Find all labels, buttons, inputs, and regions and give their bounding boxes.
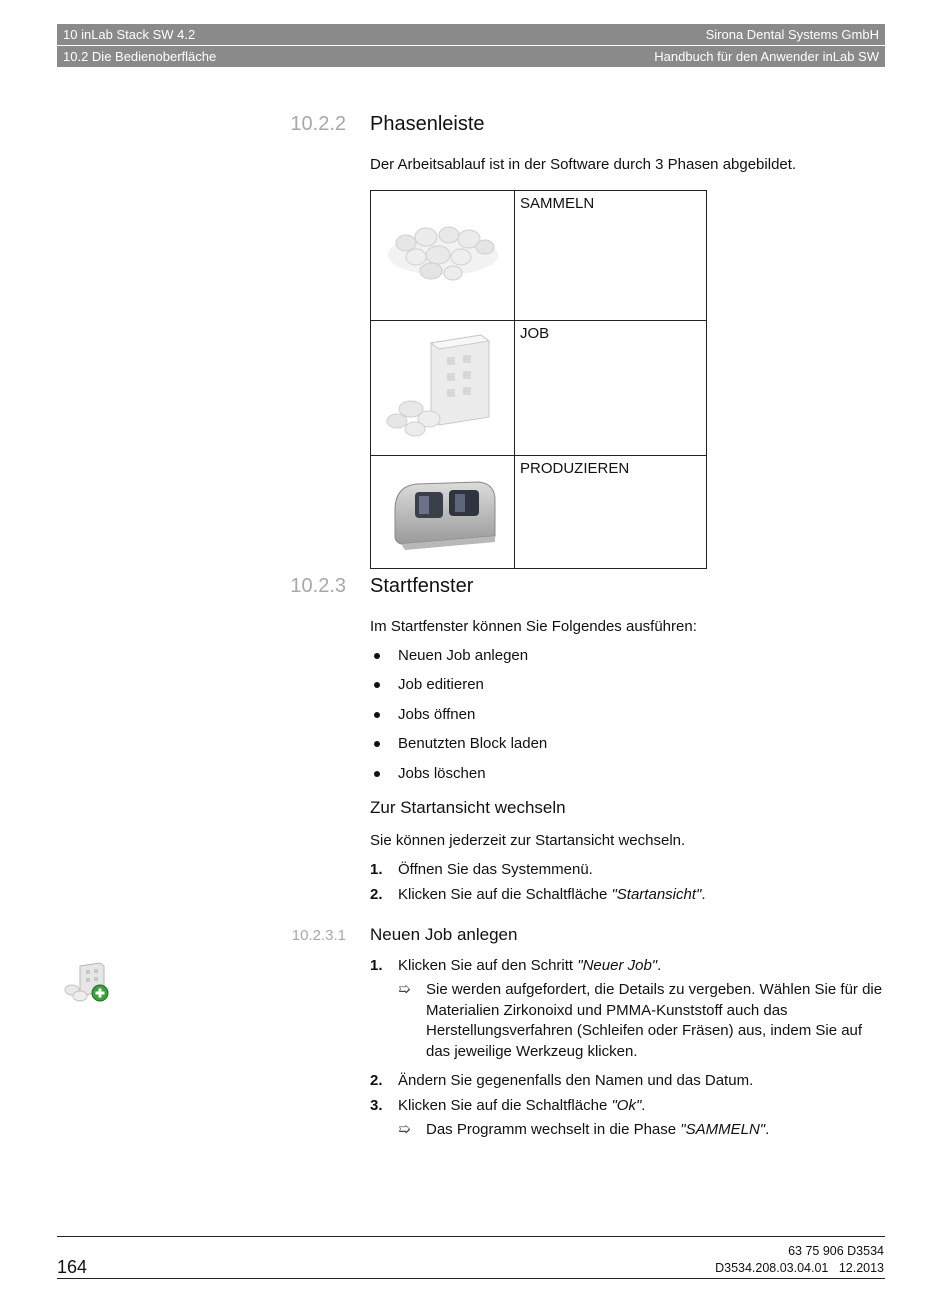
result-punct: . (765, 1121, 770, 1138)
phase-table (370, 190, 707, 569)
doc-ref-line (715, 1261, 884, 1275)
header-manual: Handbuch für den Anwender inLab SW (654, 49, 879, 64)
step-text: Ändern Sie gegenenfalls den Namen und das Datum. (398, 1072, 754, 1089)
phase-row (371, 321, 707, 456)
step-text: Klicken Sie auf die Schaltfläche (398, 1097, 612, 1114)
step-item (370, 885, 706, 910)
phase-label: SAMMELN (515, 191, 707, 321)
header-section: 10.2 Die Bedienoberfläche (63, 49, 217, 64)
new-job-icon (60, 960, 110, 1004)
step-punct: . (657, 957, 662, 974)
step-item (370, 860, 706, 885)
header-top-row (57, 24, 885, 45)
list-item: Job editieren (370, 675, 547, 704)
list-item: Jobs öffnen (370, 705, 547, 734)
subheading-intro: Sie können jederzeit zur Startansicht wechseln. (370, 832, 686, 849)
section-number: 10.2.3 (290, 575, 346, 597)
phase-label: PRODUZIEREN (515, 456, 707, 569)
milling-machine-icon (371, 456, 514, 563)
section-intro: Der Arbeitsablauf ist in der Software durch 3 Phasen abgebildet. (370, 156, 797, 173)
subsection-title: Neuen Job anlegen (370, 925, 518, 944)
subsection-number: 10.2.3.1 (291, 927, 346, 944)
result-arrow-icon: ➯ (398, 1121, 411, 1138)
step-emphasis: "Ok" (611, 1097, 642, 1114)
list-item: Neuen Job anlegen (370, 646, 547, 675)
steps-list (370, 860, 706, 910)
step-item (370, 956, 885, 1062)
block-job-icon (371, 321, 514, 450)
section-title: Phasenleiste (370, 113, 485, 135)
step-number: 2. (370, 1072, 383, 1089)
step-text: Klicken Sie auf die Schaltfläche (398, 886, 612, 903)
phase-image-cell (371, 456, 515, 569)
crowns-collection-icon (371, 191, 514, 315)
step-emphasis: "Neuer Job" (577, 957, 658, 974)
doc-date: 12.2013 (838, 1261, 884, 1275)
step-number: 1. (370, 861, 383, 878)
step-text: Klicken Sie auf den Schritt (398, 957, 578, 974)
footer-rule-top (57, 1236, 885, 1237)
step-item (370, 1096, 885, 1141)
step-item (370, 1071, 885, 1091)
section-intro: Im Startfenster können Sie Folgendes ausführen: (370, 618, 697, 635)
footer-rule-bottom (57, 1278, 885, 1279)
result-arrow-icon: ➯ (398, 981, 411, 998)
doc-number: 63 75 906 D3534 (788, 1244, 884, 1258)
phase-label: JOB (515, 321, 707, 456)
section-title: Startfenster (370, 575, 474, 597)
list-item: Jobs löschen (370, 764, 547, 793)
doc-ref: D3534.208.03.04.01 (715, 1261, 829, 1275)
step-number: 1. (370, 957, 383, 974)
result-text: Sie werden aufgefordert, die Details zu vergeben. Wählen Sie für die Materialien Zirkonoixd und PMMA-Kunststoff auch das Herstellungsverfahren (Schleifen oder Fräsen) aus, indem Sie auf das jeweilige Werkzeug klicken. (426, 981, 883, 1060)
step-punct: . (641, 1097, 646, 1114)
result-text: Das Programm wechselt in die Phase (426, 1121, 681, 1138)
step-number: 2. (370, 886, 383, 903)
phase-row (371, 191, 707, 321)
section-number: 10.2.2 (290, 113, 346, 135)
list-item: Benutzten Block laden (370, 734, 547, 763)
step-result (398, 1120, 885, 1141)
feature-list (370, 646, 547, 793)
step-text: Öffnen Sie das Systemmenü. (398, 861, 593, 878)
header-bottom-row (57, 46, 885, 67)
subheading: Zur Startansicht wechseln (370, 798, 566, 817)
page-number: 164 (57, 1257, 88, 1277)
step-punct: . (701, 886, 706, 903)
phase-row (371, 456, 707, 569)
new-job-steps (370, 956, 885, 1141)
step-result (398, 980, 885, 1062)
header-company: Sirona Dental Systems GmbH (705, 27, 879, 42)
result-emphasis: "SAMMELN" (680, 1121, 766, 1138)
header-chapter: 10 inLab Stack SW 4.2 (63, 27, 196, 42)
phase-image-cell (371, 321, 515, 456)
phase-image-cell (371, 191, 515, 321)
step-number: 3. (370, 1097, 383, 1114)
step-emphasis: "Startansicht" (611, 886, 702, 903)
